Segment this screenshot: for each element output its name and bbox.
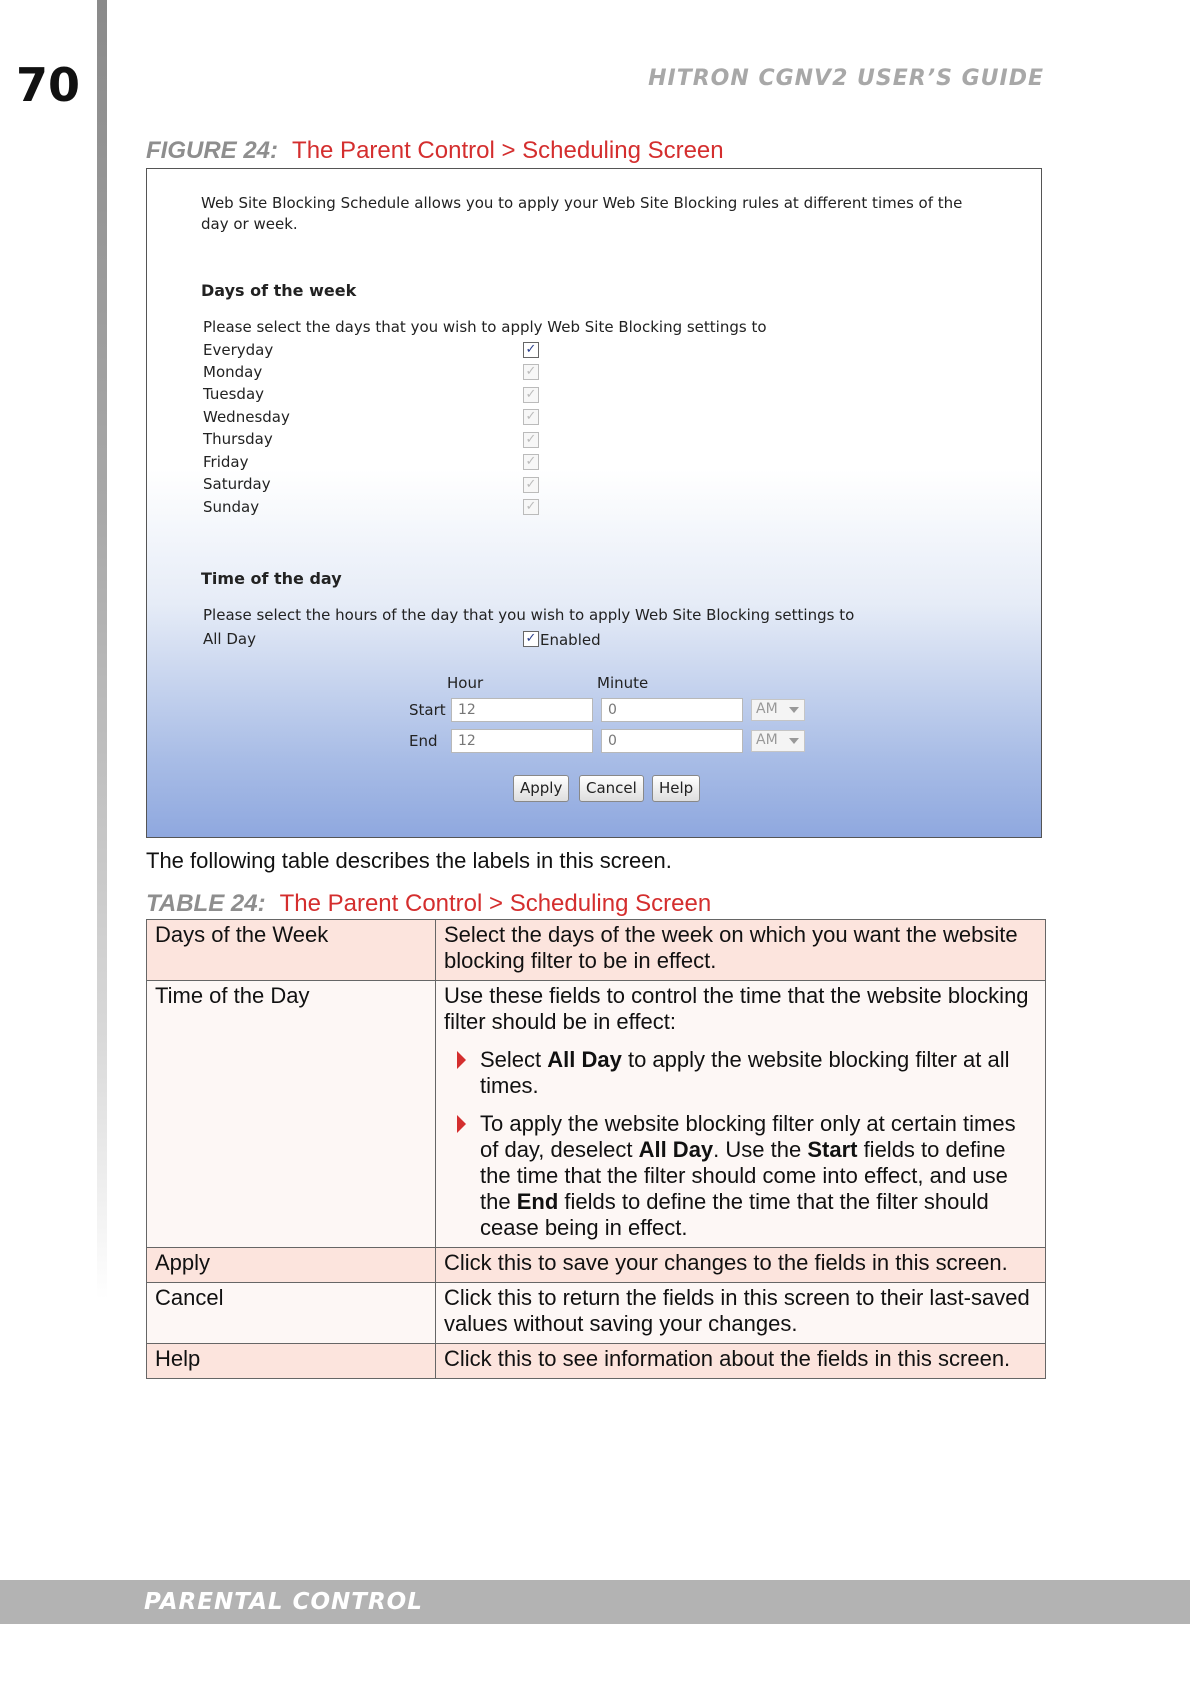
chevron-down-icon	[789, 738, 799, 744]
bullet-item: To apply the website blocking filter only at certain times of day, deselect All Day. Use the Start fields to define the time that the filter should come into effect, and use the End fields to define the time that the filter should cease being in effect.	[444, 1111, 1037, 1241]
row-desc: Click this to save your changes to the fields in this screen.	[436, 1248, 1046, 1283]
row-desc-cell	[436, 981, 1046, 1248]
tuesday-checkbox[interactable]: ✓	[523, 387, 539, 403]
sunday-checkbox[interactable]: ✓	[523, 499, 539, 515]
end-minute-input[interactable]: 0	[601, 729, 743, 753]
start-label: Start	[409, 701, 446, 719]
wednesday-checkbox[interactable]: ✓	[523, 409, 539, 425]
table-row	[147, 920, 1046, 981]
time-heading: Time of the day	[201, 569, 342, 588]
row-term: Cancel	[147, 1283, 436, 1344]
day-label: Sunday	[203, 498, 260, 516]
table-title: The Parent Control > Scheduling Screen	[279, 890, 712, 917]
bullet-arrow-icon	[457, 1115, 466, 1133]
row-desc: Click this to return the fields in this screen to their last-saved values without saving your changes.	[436, 1283, 1046, 1344]
figure-intro: Web Site Blocking Schedule allows you to apply your Web Site Blocking rules at different times of the day or week.	[201, 194, 963, 233]
minute-label: Minute	[597, 674, 649, 692]
cancel-button[interactable]: Cancel	[579, 775, 644, 802]
figure-title: The Parent Control > Scheduling Screen	[292, 137, 724, 164]
day-label: Thursday	[203, 430, 273, 448]
day-label: Monday	[203, 363, 263, 381]
table-label: TABLE 24:	[146, 890, 266, 917]
monday-checkbox[interactable]: ✓	[523, 364, 539, 380]
friday-checkbox[interactable]: ✓	[523, 454, 539, 470]
allday-checkbox[interactable]: ✓	[523, 631, 539, 647]
days-prompt: Please select the days that you wish to apply Web Site Blocking settings to	[203, 318, 767, 336]
side-bar	[97, 0, 107, 1300]
header-title: HITRON CGNV2 USER’S GUIDE	[648, 66, 1044, 91]
day-label: Tuesday	[203, 385, 265, 403]
day-row-thursday	[203, 430, 273, 452]
day-row-tuesday	[203, 385, 264, 407]
table-row	[147, 1248, 1046, 1283]
footer-band	[0, 1580, 1190, 1624]
everyday-checkbox[interactable]: ✓	[523, 342, 539, 358]
apply-button[interactable]: Apply	[513, 775, 569, 802]
description-table	[146, 919, 1046, 1379]
row-term: Time of the Day	[147, 981, 436, 1248]
figure-label: FIGURE 24:	[146, 137, 279, 164]
time-prompt: Please select the hours of the day that you wish to apply Web Site Blocking settings to	[203, 606, 855, 624]
end-ampm-select[interactable]	[751, 730, 805, 752]
start-ampm-value: AM	[756, 701, 778, 717]
start-hour-input[interactable]: 12	[451, 698, 593, 722]
chevron-down-icon	[789, 707, 799, 713]
figure-caption	[146, 137, 724, 165]
start-ampm-select[interactable]	[751, 699, 805, 721]
day-row-friday	[203, 453, 248, 475]
row-term: Apply	[147, 1248, 436, 1283]
day-label: Wednesday	[203, 408, 290, 426]
day-label: Saturday	[203, 475, 271, 493]
table-row	[147, 1283, 1046, 1344]
bullet-item: Select All Day to apply the website blocking filter at all times.	[444, 1047, 1037, 1099]
help-button[interactable]: Help	[652, 775, 700, 802]
end-ampm-value: AM	[756, 732, 778, 748]
day-row-wednesday	[203, 408, 290, 430]
row-term: Days of the Week	[147, 920, 436, 981]
table-row	[147, 1344, 1046, 1379]
row-term: Help	[147, 1344, 436, 1379]
allday-label: All Day	[203, 630, 256, 648]
day-row-saturday	[203, 475, 271, 497]
days-heading: Days of the week	[201, 281, 357, 300]
table-row	[147, 981, 1046, 1248]
end-label: End	[409, 732, 438, 750]
end-hour-input[interactable]: 12	[451, 729, 593, 753]
saturday-checkbox[interactable]: ✓	[523, 477, 539, 493]
day-row-sunday	[203, 498, 259, 520]
start-minute-input[interactable]: 0	[601, 698, 743, 722]
thursday-checkbox[interactable]: ✓	[523, 432, 539, 448]
day-row-monday	[203, 363, 262, 385]
row-desc: Click this to see information about the fields in this screen.	[436, 1344, 1046, 1379]
day-label: Friday	[203, 453, 249, 471]
scheduling-screenshot	[146, 168, 1042, 838]
day-row-everyday	[203, 341, 273, 363]
footer-section-title: PARENTAL CONTROL	[144, 1589, 423, 1615]
day-label: Everyday	[203, 341, 274, 359]
table-caption	[146, 890, 711, 918]
page-number: 70	[16, 58, 81, 112]
intro-text: The following table describes the labels in this screen.	[146, 848, 672, 873]
row-desc: Use these fields to control the time that the website blocking filter should be in effect:	[444, 983, 1029, 1034]
bullet-arrow-icon	[457, 1051, 466, 1069]
row-desc: Select the days of the week on which you want the website blocking filter to be in effect.	[436, 920, 1046, 981]
enabled-label: Enabled	[540, 631, 601, 649]
hour-label: Hour	[447, 674, 484, 692]
